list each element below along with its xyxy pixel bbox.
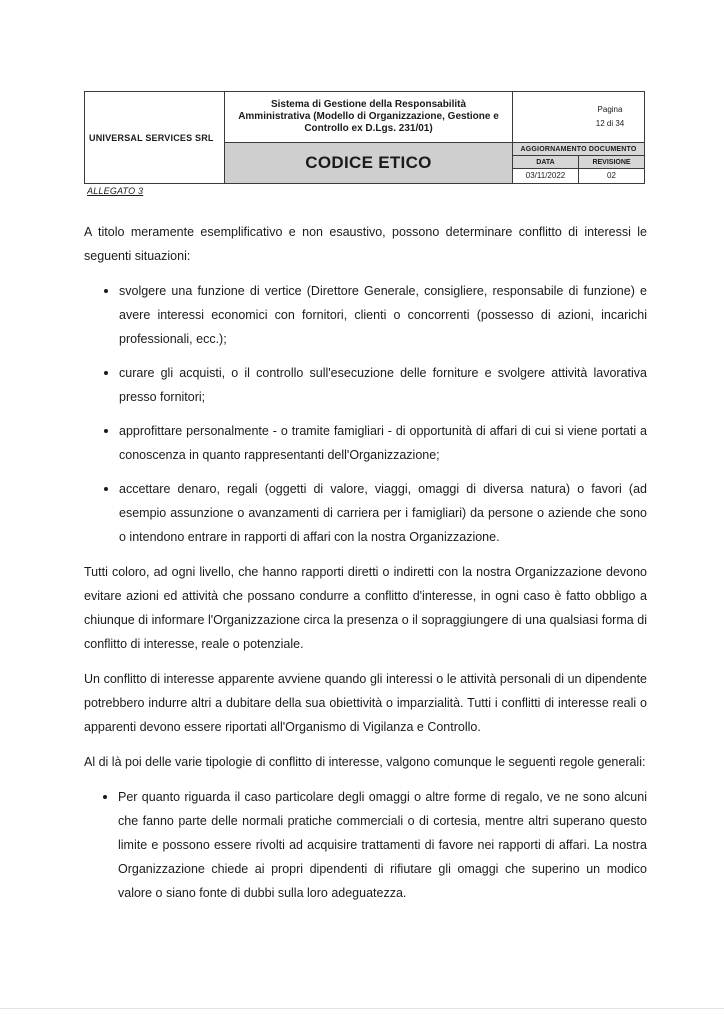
update-label: AGGIORNAMENTO DOCUMENTO bbox=[512, 143, 644, 156]
attachment-label: ALLEGATO 3 bbox=[87, 186, 144, 196]
list-item: Per quanto riguarda il caso particolare degli omaggi o altre forme di regalo, ve ne sono alcuni che fanno parte delle normali pratiche commerciali o di cortesia, mentre altri superano questo limite e possono essere rivolti ad acquisire trattamenti di favore nei rapporti di affari. La nostra Organizzazione chiede ai propri dipendenti di rifiutare gli omaggi che superino un modico valore o siano fonte di dubbi sulla loro adeguatezza. bbox=[84, 785, 647, 905]
intro-paragraph: A titolo meramente esemplificativo e non esaustivo, possono determinare conflitto di interessi le seguenti situazioni: bbox=[84, 225, 647, 263]
system-title: Sistema di Gestione della Responsabilità Amministrativa (Modello di Organizzazione, Gestione e Controllo ex D.Lgs. 231/01) bbox=[225, 92, 512, 143]
paragraph-general-rules: Al di là poi delle varie tipologie di conflitto di interesse, valgono comunque le seguenti regole generali: bbox=[84, 755, 646, 769]
rules-list bbox=[84, 785, 647, 905]
company-name: UNIVERSAL SERVICES SRL bbox=[85, 92, 225, 183]
list-item: approfittare personalmente - o tramite famigliari - di opportunità di affari di cui si viene portati a conoscenza in quanto rappresentanti dell'Organizzazione; bbox=[84, 419, 647, 467]
revision-value: 02 bbox=[578, 169, 644, 183]
document-body bbox=[84, 220, 647, 916]
document-name: CODICE ETICO bbox=[225, 143, 512, 183]
paragraph-obligation: Tutti coloro, ad ogni livello, che hanno rapporti diretti o indiretti con la nostra Organizzazione devono evitare azioni ed attività che possano condurre a conflitto d'interesse, in ogni caso è fatto obbligo a chiunque di informare l'Organizzazione circa la presenza o il sopraggiungere di una qualsiasi forma di conflitto di interesse, reale o potenziale. bbox=[84, 565, 647, 651]
page-indicator bbox=[512, 92, 644, 143]
date-value: 03/11/2022 bbox=[512, 169, 578, 183]
revision-label: REVISIONE bbox=[578, 156, 644, 169]
list-item: accettare denaro, regali (oggetti di valore, viaggi, omaggi di diversa natura) o favori (ad esempio assunzione o avanzamenti di carriera per i famigliari) da persone o aziende che sono o intendono entrare in rapporti di affari con la nostra Organizzazione. bbox=[84, 477, 647, 549]
list-item: curare gli acquisti, o il controllo sull'esecuzione delle forniture e svolgere attività lavorativa presso fornitori; bbox=[84, 361, 647, 409]
page-label: Pagina bbox=[597, 105, 623, 114]
scan-edge-line bbox=[0, 1008, 724, 1009]
document-header-table bbox=[84, 91, 645, 184]
list-item: svolgere una funzione di vertice (Direttore Generale, consigliere, responsabile di funzione) e avere interessi economici con fornitori, clienti o concorrenti (possesso di azioni, incarichi professionali, ecc.); bbox=[84, 279, 647, 351]
page-value: 12 di 34 bbox=[595, 119, 625, 128]
date-label: DATA bbox=[512, 156, 578, 169]
paragraph-apparent-conflict: Un conflitto di interesse apparente avviene quando gli interessi o le attività personali di un dipendente potrebbero indurre altri a dubitare della sua obiettività o imparzialità. Tutti i conflitti di interesse reali o apparenti devono essere riportati all'Organismo di Vigilanza e Controllo. bbox=[84, 672, 647, 734]
situations-list bbox=[84, 279, 647, 549]
